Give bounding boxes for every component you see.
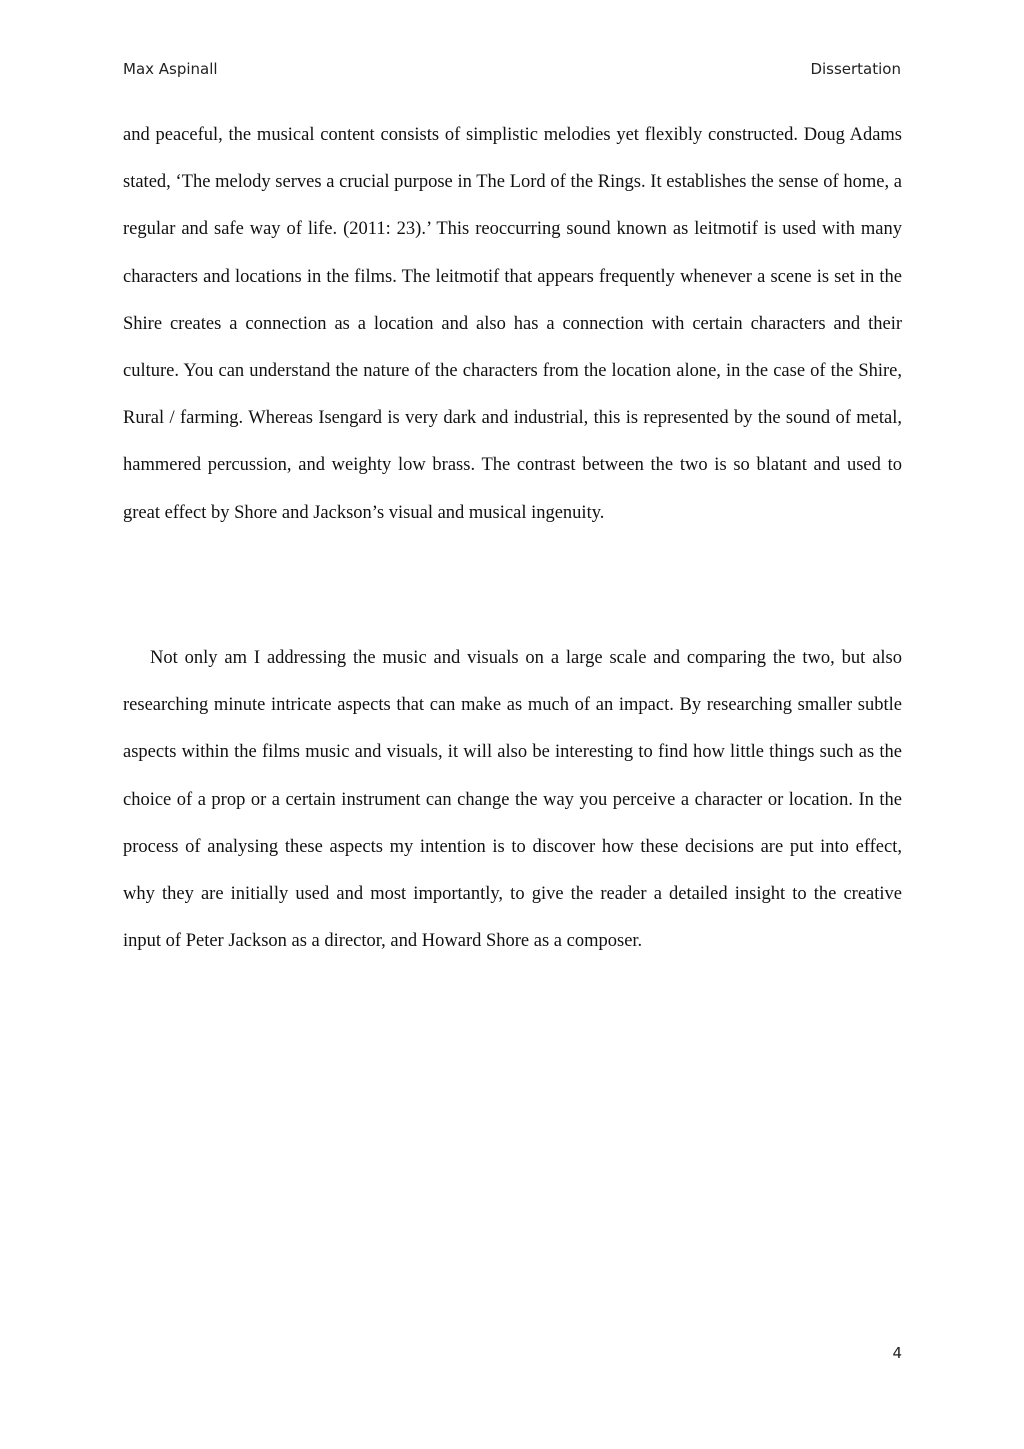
header-title: Dissertation xyxy=(810,60,901,78)
header-author: Max Aspinall xyxy=(123,60,218,78)
body-paragraph-1: and peaceful, the musical content consists of simplistic melodies yet flexibly constructed. Doug Adams stated, ‘The melody serves a crucial purpose in The Lord of the Rings. It establishes the sense of home, a regular and safe way of life. (2011: 23).’ This reoccurring sound known as leitmotif is used with many characters and locations in the films. The leitmotif that appears frequently whenever a scene is set in the Shire creates a connection as a location and also has a connection with certain characters and their culture. You can understand the nature of the characters from the location alone, in the case of the Shire, Rural / farming. Whereas Isengard is very dark and industrial, this is represented by the sound of metal, hammered percussion, and weighty low brass. The contrast between the two is so blatant and used to great effect by Shore and Jackson’s visual and musical ingenuity. xyxy=(123,125,902,523)
page-number: 4 xyxy=(892,1344,902,1362)
body-paragraph-2: Not only am I addressing the music and visuals on a large scale and comparing the two, but also researching minute intricate aspects that can make as much of an impact. By researching smaller subtle aspects within the films music and visuals, it will also be interesting to find how little things such as the choice of a prop or a certain instrument can change the way you perceive a character or location. In the process of analysing these aspects my intention is to discover how these decisions are put into effect, why they are initially used and most importantly, to give the reader a detailed insight to the creative input of Peter Jackson as a director, and Howard Shore as a composer. xyxy=(123,648,902,952)
page-header xyxy=(123,60,901,82)
